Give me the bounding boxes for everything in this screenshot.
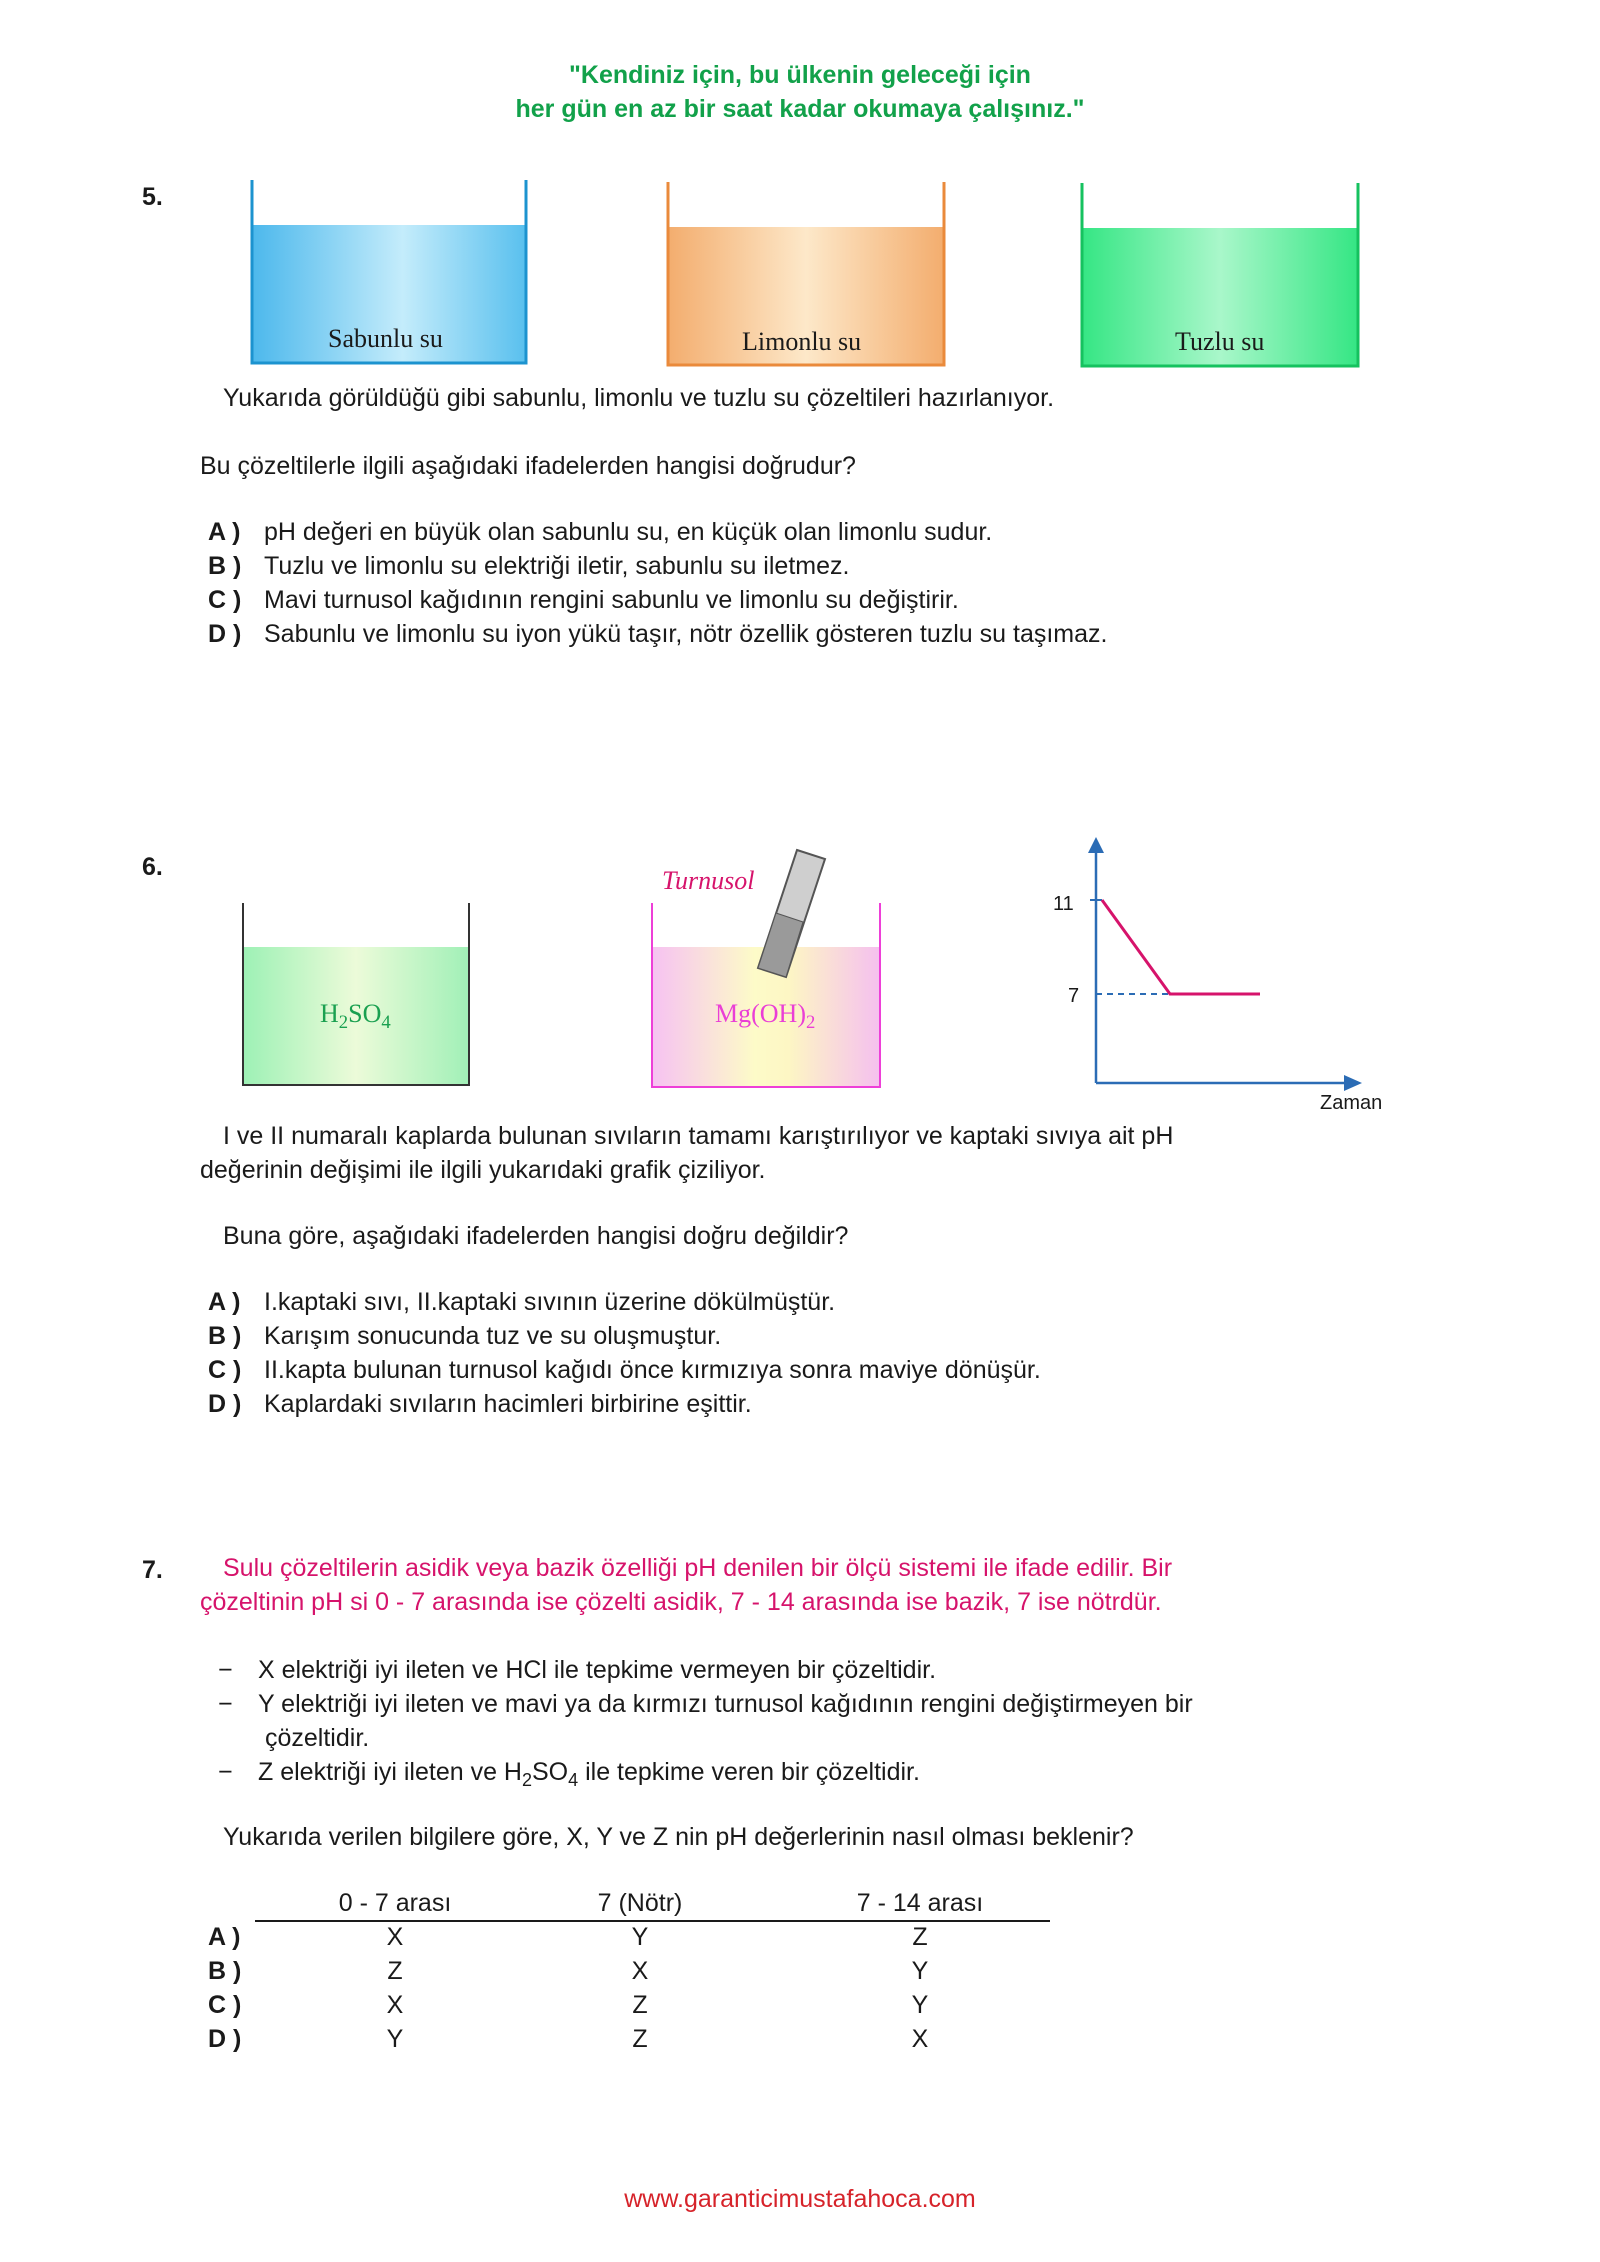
option-text: Sabunlu ve limonlu su iyon yükü taşır, nötr özellik gösteren tuzlu su taşımaz.	[264, 620, 1108, 648]
table-header: 7 (Nötr)	[597, 1889, 683, 1917]
x-axis-label: Zaman	[1320, 1092, 1383, 1114]
table-cell: Z	[387, 1957, 403, 1985]
option-text: II.kapta bulunan turnusol kağıdı önce kırmızıya sonra maviye dönüşür.	[264, 1356, 1041, 1384]
table-cell: Y	[911, 1957, 929, 1985]
option-a[interactable]	[208, 1285, 1041, 1319]
question-5-stem: Bu çözeltilerle ilgili aşağıdaki ifadelerden hangisi doğrudur?	[200, 452, 856, 480]
option-text: I.kaptaki sıvı, II.kaptaki sıvının üzerine dökülmüştür.	[264, 1288, 836, 1316]
row-letter: A )	[208, 1923, 241, 1951]
tick-label-7: 7	[1068, 985, 1080, 1007]
table-cell: Z	[912, 1923, 928, 1951]
question-6-stem: Buna göre, aşağıdaki ifadelerden hangisi doğru değildir?	[223, 1222, 849, 1250]
row-letter: D )	[208, 2025, 242, 2053]
option-letter: D )	[208, 1390, 242, 1418]
option-text: Tuzlu ve limonlu su elektriği iletir, sabunlu su iletmez.	[264, 552, 850, 580]
option-b[interactable]	[208, 549, 1107, 583]
option-text: Kaplardaki sıvıların hacimleri birbirine eşittir.	[264, 1390, 752, 1418]
question-7-stem: Yukarıda verilen bilgilere göre, X, Y ve Z nin pH değerlerinin nasıl olması beklenir?	[223, 1823, 1134, 1851]
table-cell: Y	[911, 1991, 929, 2019]
question-7-info-line-1: Sulu çözeltilerin asidik veya bazik özelliği pH denilen bir ölçü sistemi ile ifade edilir. Bir	[223, 1554, 1173, 1582]
motto-line-1: "Kendiniz için, bu ülkenin geleceği için	[569, 61, 1031, 89]
question-6-options	[208, 1285, 1041, 1421]
row-letter: C )	[208, 1991, 242, 2019]
table-cell: Y	[386, 2025, 404, 2053]
table-row[interactable]	[208, 1920, 1048, 1954]
question-6-containers	[230, 835, 900, 1095]
table-cell: Y	[631, 1923, 649, 1951]
label-sabunlu-su: Sabunlu su	[328, 324, 443, 353]
container-2	[652, 903, 880, 1087]
question-5-number: 5.	[142, 183, 163, 211]
option-letter: A )	[208, 518, 241, 546]
answer-table	[200, 1886, 1060, 2066]
container-1-label: $H_2SO_4$	[320, 999, 391, 1033]
turnusol-label: Turnusol	[662, 866, 755, 895]
option-letter: D )	[208, 620, 242, 648]
option-text: pH değeri en büyük olan sabunlu su, en küçük olan limonlu sudur.	[264, 518, 993, 546]
y-axis-arrow-icon	[1088, 837, 1104, 853]
option-d[interactable]	[208, 617, 1107, 651]
option-c[interactable]	[208, 1353, 1041, 1387]
container-2-label: $Mg(OH)_2$	[715, 999, 816, 1033]
table-cell: Z	[632, 2025, 648, 2053]
x-axis-arrow-icon	[1344, 1075, 1362, 1091]
question-7-items	[218, 1653, 1193, 1789]
item-y-continued: çözeltidir.	[265, 1724, 370, 1752]
question-6-intro-line-1: I ve II numaralı kaplarda bulunan sıvıların tamamı karıştırılıyor ve kaptaki sıvıya ait pH	[223, 1122, 1174, 1150]
table-cell: Z	[632, 1991, 648, 2019]
option-a[interactable]	[208, 515, 1107, 549]
option-text: Karışım sonucunda tuz ve su oluşmuştur.	[264, 1322, 722, 1350]
table-row[interactable]	[208, 2022, 1048, 2056]
table-cell: X	[911, 2025, 929, 2053]
table-row[interactable]	[208, 1954, 1048, 1988]
table-cell: X	[386, 1991, 404, 2019]
table-header: 0 - 7 arası	[338, 1889, 452, 1917]
table-header: 7 - 14 arası	[856, 1889, 984, 1917]
option-d[interactable]	[208, 1387, 1041, 1421]
dash-icon: −	[218, 1690, 233, 1718]
option-text: Mavi turnusol kağıdının rengini sabunlu ve limonlu su değiştirir.	[264, 586, 959, 614]
question-7-info-line-2: çözeltinin pH si 0 - 7 arasında ise çözelti asidik, 7 - 14 arasında ise bazik, 7 ise nötrdür.	[200, 1588, 1162, 1616]
item-y: − Y elektriği iyi ileten ve mavi ya da kırmızı turnusol kağıdının rengini değiştirmeyen bir	[218, 1687, 1193, 1721]
option-b[interactable]	[208, 1319, 1041, 1353]
ph-graph	[1020, 835, 1390, 1095]
footer-url[interactable]: www.garanticimustafahoca.com	[624, 2185, 976, 2213]
table-cell: X	[631, 1957, 649, 1985]
option-letter: B )	[208, 552, 242, 580]
table-cell: X	[386, 1923, 404, 1951]
dash-icon: −	[218, 1656, 233, 1684]
row-letter: B )	[208, 1957, 242, 1985]
ph-series-line	[1102, 900, 1260, 994]
option-letter: A )	[208, 1288, 241, 1316]
question-6-intro-line-2: değerinin değişimi ile ilgili yukarıdaki grafik çiziliyor.	[200, 1156, 766, 1184]
item-x: − X elektriği iyi ileten ve HCl ile tepkime vermeyen bir çözeltidir.	[218, 1653, 1193, 1687]
question-5-options	[208, 515, 1107, 651]
question-7-number: 7.	[142, 1556, 163, 1584]
question-6-number: 6.	[142, 853, 163, 881]
table-row[interactable]	[208, 1988, 1048, 2022]
label-tuzlu-su: Tuzlu su	[1175, 327, 1265, 356]
option-letter: C )	[208, 1356, 242, 1384]
option-letter: B )	[208, 1322, 242, 1350]
tick-label-11: 11	[1053, 893, 1074, 915]
container-1	[243, 903, 469, 1085]
option-letter: C )	[208, 586, 242, 614]
item-z: − Z elektriği iyi ileten ve $H_2SO_4$ ile tepkime veren bir çözeltidir.	[218, 1755, 1193, 1789]
motto-line-2: her gün en az bir saat kadar okumaya çalışınız."	[515, 95, 1085, 123]
option-c[interactable]	[208, 583, 1107, 617]
dash-icon: −	[218, 1758, 233, 1786]
question-5-intro: Yukarıda görüldüğü gibi sabunlu, limonlu ve tuzlu su çözeltileri hazırlanıyor.	[223, 384, 1055, 412]
label-limonlu-su: Limonlu su	[742, 327, 862, 356]
